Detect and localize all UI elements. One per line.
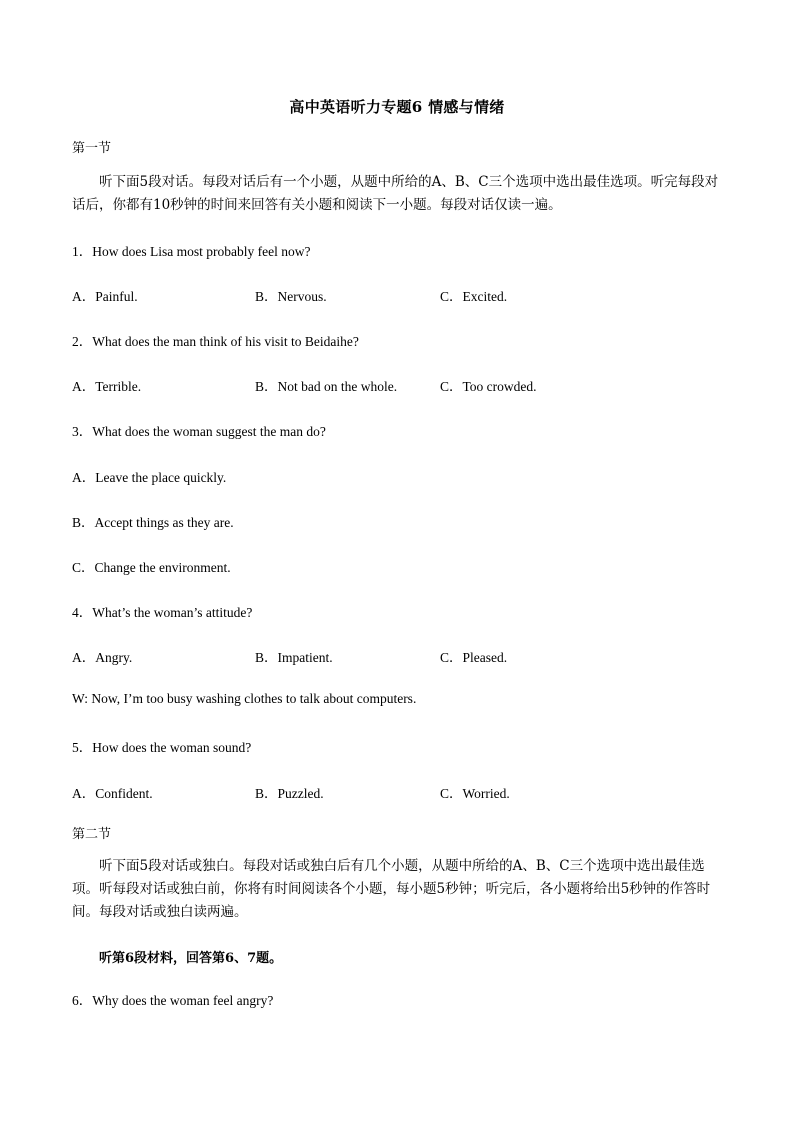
question-4-options <box>72 646 722 666</box>
question-4: 4．What’s the woman’s attitude? <box>72 605 253 620</box>
question-3-option-c: C．Change the environment. <box>72 560 231 575</box>
question-5-options <box>72 782 722 802</box>
question-3-option-a: A．Leave the place quickly. <box>72 470 227 485</box>
question-3: 3．What does the woman suggest the man do? <box>72 424 326 439</box>
option-b: B．Nervous. <box>255 289 327 304</box>
option-b: B．Puzzled. <box>255 786 324 801</box>
option-a: A．Terrible. <box>72 379 142 394</box>
section1-heading: 第一节 <box>72 141 112 156</box>
section1-instructions: 听下面5段对话。每段对话后有一个小题，从题中所给的A、B、C三个选项中选出最佳选项。听完每段对话后，你都有10秒钟的时间来回答有关小题和阅读下一小题。每段对话仅读一遍。 <box>72 174 719 213</box>
option-a: A．Angry. <box>72 650 133 665</box>
option-a: A．Confident. <box>72 786 153 801</box>
section2-instructions: 听下面5段对话或独白。每段对话或独白后有几个小题，从题中所给的A、B、C三个选项中选出最佳选项。听每段对话或独白前，你将有时间阅读各个小题，每小题5秒钟；听完后，各小题将给出5秒钟的作答时间。每段对话或独白读两遍。 <box>72 858 711 920</box>
section2-heading: 第二节 <box>72 827 112 842</box>
option-c: C．Excited. <box>440 289 508 304</box>
question-1-options <box>72 285 722 305</box>
option-c: C．Worried. <box>440 786 510 801</box>
option-a: A．Painful. <box>72 289 138 304</box>
question-3-option-b: B．Accept things as they are. <box>72 515 234 530</box>
material-6-intro: 听第6段材料，回答第6、7题。 <box>99 951 283 966</box>
option-b: B．Impatient. <box>255 650 333 665</box>
option-c: C．Pleased. <box>440 650 508 665</box>
transcript-line: W: Now, I’m too busy washing clothes to talk about computers. <box>72 691 417 706</box>
question-5: 5．How does the woman sound? <box>72 740 252 755</box>
question-2-options <box>72 375 722 395</box>
question-1: 1．How does Lisa most probably feel now? <box>72 244 311 259</box>
document-title: 高中英语听力专题6 情感与情绪 <box>289 98 505 116</box>
question-2: 2．What does the man think of his visit to Beidaihe? <box>72 334 359 349</box>
option-b: B．Not bad on the whole. <box>255 379 398 394</box>
question-6: 6．Why does the woman feel angry? <box>72 993 274 1008</box>
option-c: C．Too crowded. <box>440 379 537 394</box>
